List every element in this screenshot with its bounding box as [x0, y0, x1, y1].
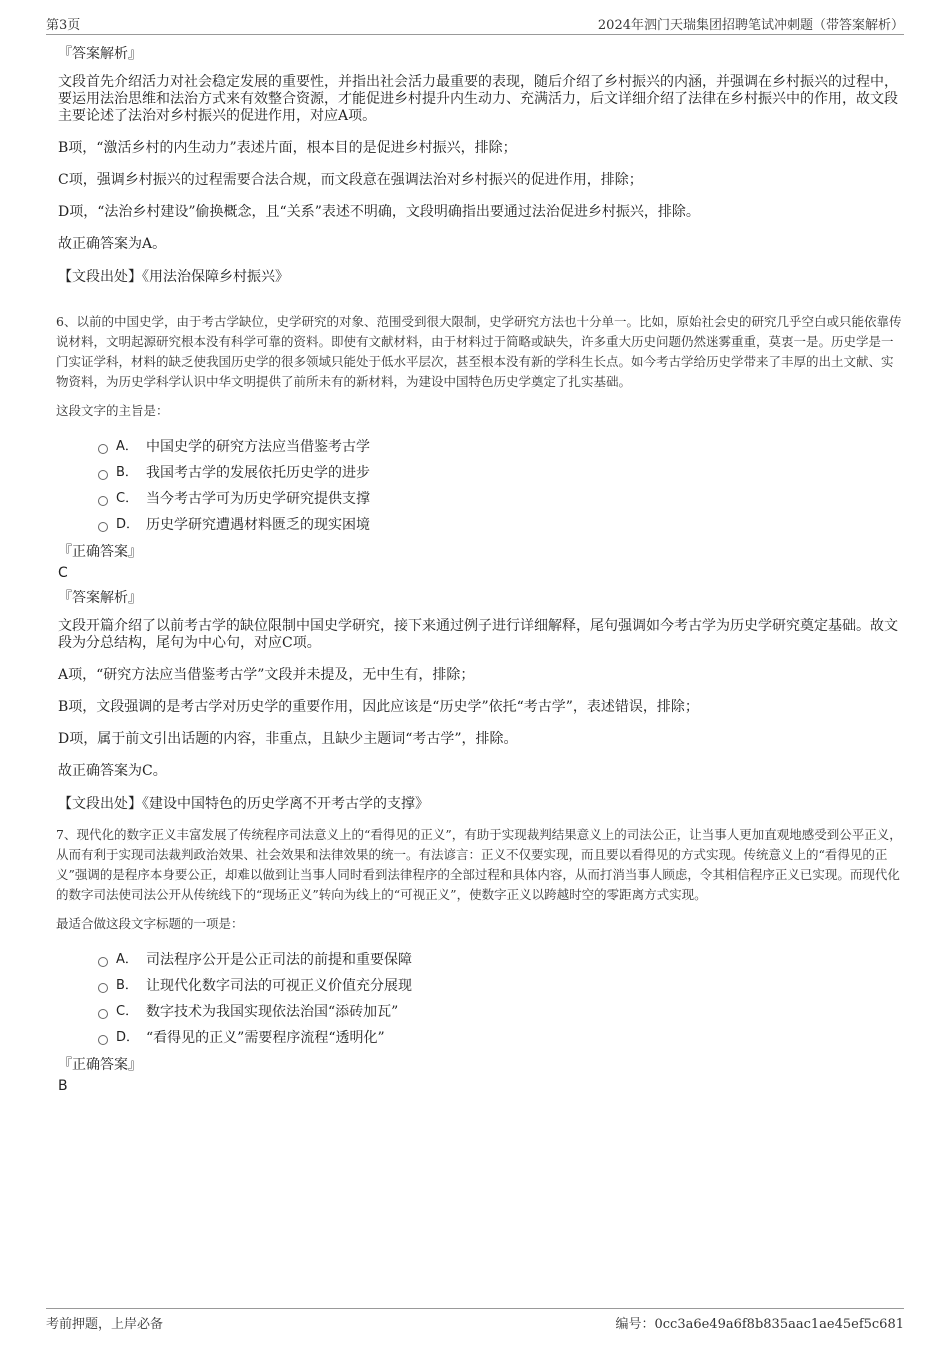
radio-icon[interactable]: [98, 983, 108, 993]
page-footer: [46, 1308, 904, 1332]
option-d[interactable]: D． “看得见的正义”需要程序流程“透明化”: [98, 1025, 902, 1051]
radio-icon[interactable]: [98, 496, 108, 506]
option-d[interactable]: D． 历史学研究遭遇材料匮乏的现实困境: [98, 512, 902, 538]
option-b[interactable]: B． 让现代化数字司法的可视正义价值充分展现: [98, 973, 902, 999]
analysis-paragraph: B项，文段强调的是考古学对历史学的重要作用，因此应该是“历史学”依托“考古学”，表述错误，排除；: [58, 699, 699, 715]
analysis-paragraph: B项，“激活乡村的内生动力”表述片面，根本目的是促进乡村振兴，排除；: [58, 140, 517, 156]
question-6-text: 6、以前的中国史学，由于考古学缺位，史学研究的对象、范围受到很大限制，史学研究方法也十分单一。比如，原始社会史的研究几乎空白或只能依靠传说材料，文明起源研究根本没有科学可靠的资料。即使有文献材料，由于材料过于简略或缺失，许多重大历史问题仍然迷雾重重，莫衷一是。历史学是一门实证学科，材料的缺乏使我国历史学的很多领域只能处于低水平层次，甚至根本没有新的学科生长点。如今考古学给历史学带来了丰厚的出土文献、实物资料，为历史学科学认识中华文明提供了前所未有的新材料，为建设中国特色历史学奠定了扎实基础。: [56, 314, 902, 389]
question-7-text: 7、现代化的数字正义丰富发展了传统程序司法意义上的“看得见的正义”，有助于实现裁判结果意义上的司法公正，让当事人更加直观地感受到公平正义，从而有利于实现司法裁判政治效果、社会效果和法律效果的统一。有法谚言：正义不仅要实现，而且要以看得见的方式实现。传统意义上的“看得见的正义”强调的是程序本身要公正，却难以做到让当事人同时看到法律程序的全部过程和具体内容，从而打消当事人顾虑，令其相信程序正义已实现。而现代化的数字司法使司法公开从传统线下的“现场正义”转向为线上的“可视正义”，使数字正义以跨越时空的零距离方式实现。: [56, 827, 902, 902]
correct-answer-label: 『正确答案』: [58, 1057, 142, 1073]
correct-answer-value: B: [58, 1078, 68, 1094]
option-c[interactable]: C． 当今考古学可为历史学研究提供支撑: [98, 486, 902, 512]
analysis-paragraph: C项，强调乡村振兴的过程需要合法合规，而文段意在强调法治对乡村振兴的促进作用，排除；: [58, 172, 643, 188]
correct-answer-value: C: [58, 565, 68, 581]
analysis-label: 『答案解析』: [58, 46, 142, 62]
question-7-prompt: 最适合做这段文字标题的一项是：: [56, 916, 244, 931]
option-a[interactable]: A． 司法程序公开是公正司法的前提和重要保障: [98, 947, 902, 973]
radio-icon[interactable]: [98, 470, 108, 480]
correct-answer-label: 『正确答案』: [58, 544, 142, 560]
analysis-conclusion: 故正确答案为C。: [58, 763, 167, 779]
analysis-paragraph: 文段首先介绍活力对社会稳定发展的重要性，并指出社会活力最重要的表现，随后介绍了乡村振兴的内涵，并强调在乡村振兴的过程中，要运用法治思维和法治方式来有效整合资源，才能促进乡村提升内生动力、充满活力，后文详细介绍了法律在乡村振兴中的作用，故文段主要论述了法治对乡村振兴的促进作用，对应A项。: [58, 74, 898, 124]
footer-slogan: 考前押题，上岸必备: [46, 1317, 164, 1332]
question-6-options: [98, 434, 902, 538]
page-header: [46, 12, 904, 35]
source-citation: 【文段出处】《用法治保障乡村振兴》: [58, 269, 289, 285]
analysis-paragraph: 文段开篇介绍了以前考古学的缺位限制中国史学研究，接下来通过例子进行详细解释，尾句强调如今考古学为历史学研究奠定基础。故文段为分总结构，尾句为中心句，对应C项。: [58, 618, 898, 651]
option-a[interactable]: A． 中国史学的研究方法应当借鉴考古学: [98, 434, 902, 460]
analysis-paragraph: D项，属于前文引出话题的内容，非重点，且缺少主题词“考古学”，排除。: [58, 731, 518, 747]
document-id: 编号：0cc3a6e49a6f8b835aac1ae45ef5c681: [615, 1317, 904, 1332]
source-citation: 【文段出处】《建设中国特色的历史学离不开考古学的支撑》: [58, 796, 429, 812]
question-6-prompt: 这段文字的主旨是：: [56, 403, 169, 418]
analysis-label: 『答案解析』: [58, 590, 142, 606]
radio-icon[interactable]: [98, 1009, 108, 1019]
document-title: 2024年泗门天瑞集团招聘笔试冲刺题（带答案解析）: [597, 18, 904, 33]
radio-icon[interactable]: [98, 1035, 108, 1045]
radio-icon[interactable]: [98, 957, 108, 967]
option-b[interactable]: B． 我国考古学的发展依托历史学的进步: [98, 460, 902, 486]
option-c[interactable]: C． 数字技术为我国实现依法治国“添砖加瓦”: [98, 999, 902, 1025]
page-content: [56, 44, 902, 1101]
analysis-conclusion: 故正确答案为A。: [58, 236, 167, 252]
question-7-options: [98, 947, 902, 1051]
radio-icon[interactable]: [98, 522, 108, 532]
analysis-paragraph: A项，“研究方法应当借鉴考古学”文段并未提及，无中生有，排除；: [58, 667, 475, 683]
radio-icon[interactable]: [98, 444, 108, 454]
analysis-paragraph: D项，“法治乡村建设”偷换概念，且“关系”表述不明确，文段明确指出要通过法治促进乡村振兴，排除。: [58, 204, 700, 220]
page-number: 第3页: [46, 18, 81, 33]
